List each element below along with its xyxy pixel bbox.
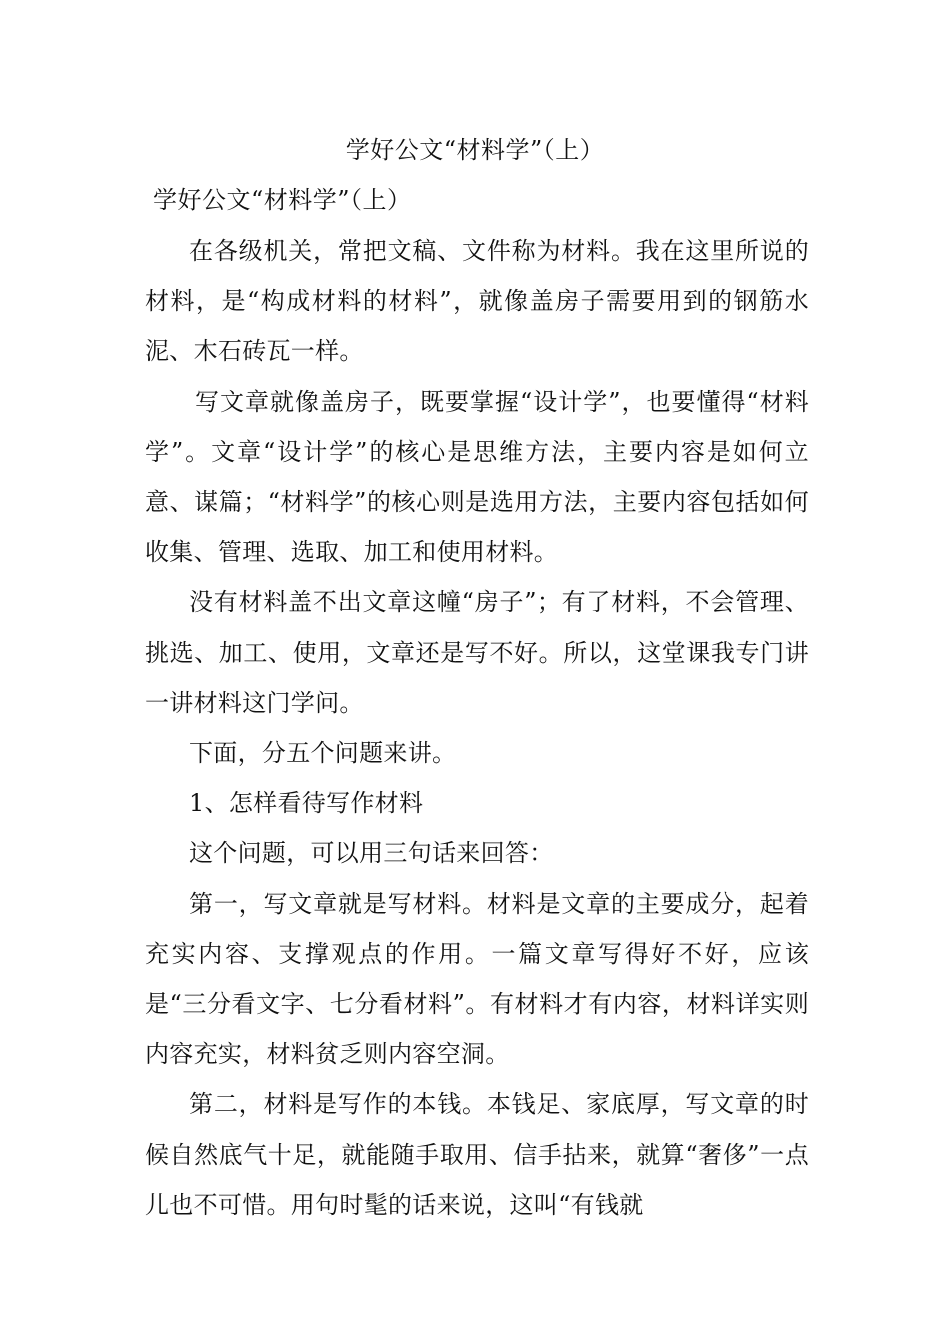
- paragraph-intro: 在各级机关，常把文稿、文件称为材料。我在这里所说的材料，是“构成材料的材料”，就像盖房子需要用到的钢筋水泥、木石砖瓦一样。: [145, 237, 809, 366]
- paragraph-point-two: 第二，材料是写作的本钱。本钱足、家底厚，写文章的时候自然底气十足，就能随手取用、信手拈来，就算“奢侈”一点儿也不可惜。用句时髦的话来说，这叫“有钱就: [145, 1090, 809, 1219]
- document-title: 学好公文“材料学”（上）: [345, 136, 605, 164]
- paragraph-design-vs-material: 写文章就像盖房子，既要掌握“设计学”，也要懂得“材料学”。文章“设计学”的核心是思维方法，主要内容是如何立意、谋篇；“材料学”的核心则是选用方法，主要内容包括如何收集、管理、选取、加工和使用材料。: [145, 387, 809, 567]
- paragraph-five-questions: 下面，分五个问题来讲。: [189, 739, 457, 768]
- paragraph-no-material: 没有材料盖不出文章这幢“房子”；有了材料，不会管理、挑选、加工、使用，文章还是写不好。所以，这堂课我专门讲一讲材料这门学问。: [145, 588, 809, 717]
- document-body: [145, 180, 809, 1230]
- paragraph-point-one: 第一，写文章就是写材料。材料是文章的主要成分，起着充实内容、支撑观点的作用。一篇文章写得好不好，应该是“三分看文字、七分看材料”。有材料才有内容，材料详实则内容充实，材料贫乏则内容空洞。: [145, 889, 809, 1069]
- section-heading-1: 1、怎样看待写作材料: [189, 789, 424, 818]
- paragraph-three-sentences: 这个问题，可以用三句话来回答：: [189, 839, 554, 868]
- document-subtitle: 学好公文“材料学”（上）: [153, 186, 412, 214]
